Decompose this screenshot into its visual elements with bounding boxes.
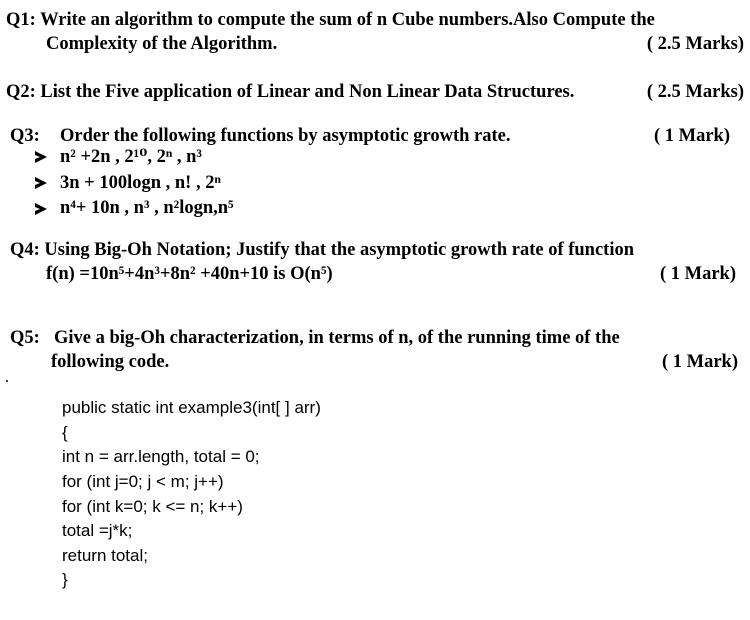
q3-item-1: n² +2n , 2¹⁰, 2ⁿ , n³ bbox=[60, 147, 202, 167]
q3-marks: ( 1 Mark) bbox=[653, 126, 730, 146]
q3-label: Q3: bbox=[10, 126, 40, 146]
q4-text-line1: Q4: Using Big-Oh Notation; Justify that the asymptotic growth rate of function bbox=[10, 240, 635, 260]
q2-marks: ( 2.5 Marks) bbox=[646, 82, 744, 102]
q4-text-line2: f(n) =10n⁵+4n³+8n² +40n+10 is O(n⁵) bbox=[46, 264, 333, 284]
code-line: total =j*k; bbox=[62, 521, 133, 540]
stray-dot bbox=[6, 380, 8, 382]
q5-label: Q5: bbox=[10, 328, 40, 348]
code-line: return total; bbox=[62, 546, 148, 565]
q4-marks: ( 1 Mark) bbox=[659, 264, 736, 284]
bullet-arrow-icon bbox=[35, 177, 47, 189]
code-line: } bbox=[62, 570, 68, 589]
q1-text-line2: Complexity of the Algorithm. bbox=[46, 34, 278, 54]
q5-text-line2: following code. bbox=[51, 352, 170, 372]
code-line: for (int k=0; k <= n; k++) bbox=[62, 497, 243, 516]
bullet-arrow-icon bbox=[35, 203, 47, 215]
q2-text: Q2: List the Five application of Linear and Non Linear Data Structures. bbox=[6, 82, 575, 102]
q1-text-line1: Q1: Write an algorithm to compute the sum of n Cube numbers.Also Compute the bbox=[6, 10, 655, 30]
q1-marks: ( 2.5 Marks) bbox=[646, 34, 744, 54]
bullet-arrow-icon bbox=[35, 151, 47, 163]
q5-text-line1: Give a big-Oh characterization, in terms of n, of the running time of the bbox=[54, 328, 620, 348]
code-line: int n = arr.length, total = 0; bbox=[62, 447, 260, 466]
q3-item-3: n⁴+ 10n , n³ , n²logn,n⁵ bbox=[60, 198, 234, 218]
q5-marks: ( 1 Mark) bbox=[661, 352, 738, 372]
code-line: public static int example3(int[ ] arr) bbox=[62, 398, 321, 417]
q3-text: Order the following functions by asymptotic growth rate. bbox=[60, 126, 511, 146]
code-line: for (int j=0; j < m; j++) bbox=[62, 472, 224, 491]
q3-item-2: 3n + 100logn , n! , 2ⁿ bbox=[60, 173, 221, 193]
code-line: { bbox=[62, 423, 68, 442]
